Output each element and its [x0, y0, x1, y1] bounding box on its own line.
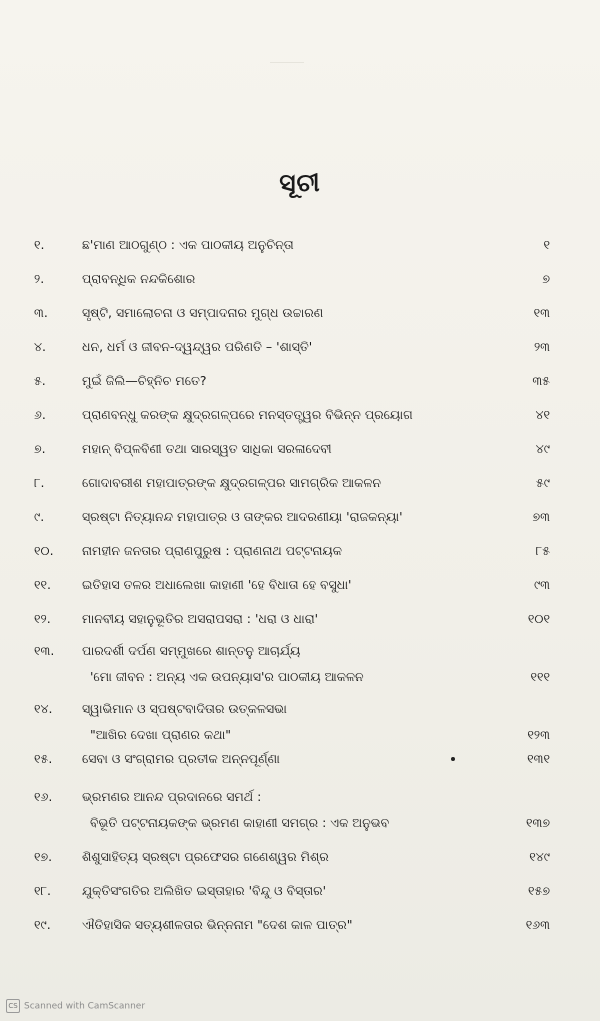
toc-entry: [0, 300, 600, 326]
entry-title: ଗୋଦାବରୀଶ ମହାପାତ୍ରଙ୍କ କ୍ଷୁଦ୍ରଗଳ୍ପର ସାମଗ୍ରିକ ଆକଳନ: [82, 475, 382, 490]
entry-title: ଭ୍ରମଣର ଆନନ୍ଦ ପ୍ରଦାନରେ ସମର୍ଥ :: [82, 789, 262, 804]
entry-number: ୮.: [34, 475, 45, 490]
entry-title: ପାରଦର୍ଶୀ ଦର୍ପଣ ସମ୍ମୁଖରେ ଶାନ୍ତନୁ ଆଚାର୍ଯ୍ୟ: [82, 643, 301, 658]
entry-number: ୧୬.: [34, 789, 53, 804]
entry-number: ୧୭.: [34, 849, 53, 864]
entry-title: ସ୍ୱାଭିମାନ ଓ ସ୍ପଷ୍ଟବାଦିତାର ଉତ୍କଳସଭା: [82, 701, 287, 716]
toc-entry: [0, 878, 600, 904]
entry-title: ପ୍ରାଣବନ୍ଧୁ କରଙ୍କ କ୍ଷୁଦ୍ରଗଳ୍ପରେ ମନସ୍ତତ୍ତ୍ୱର ବିଭିନ୍ନ ପ୍ରୟୋଗ: [82, 407, 413, 422]
toc-entry: [0, 572, 600, 598]
toc-entry: [0, 606, 600, 632]
toc-entry: [0, 470, 600, 496]
entry-number: ୬.: [34, 407, 46, 422]
entry-number: ୨.: [34, 271, 45, 286]
entry-page: ୪୯: [535, 441, 550, 456]
entry-title: ଇତିହାସ ତଳର ଅଧାଲେଖା କାହାଣୀ 'ହେ ବିଧାତା ହେ ବସୁଧା': [82, 577, 352, 592]
toc-entry-continuation: [0, 810, 600, 836]
camscanner-icon: CS: [6, 999, 20, 1013]
entry-title: ଧନ, ଧର୍ମ ଓ ଜୀବନ-ଦ୍ୱନ୍ଦ୍ୱର ପରିଣତି – 'ଶାସ୍ତି': [82, 339, 313, 354]
entry-title: ନାମହୀନ ଜନତାର ପ୍ରାଣପୁରୁଷ : ପ୍ରାଣନାଥ ପଟ୍ଟନାୟକ: [82, 543, 342, 558]
entry-page: ୭: [542, 271, 550, 286]
toc-entry: [0, 334, 600, 360]
entry-number: ୧୪.: [34, 701, 53, 716]
entry-page: ୪୧: [535, 407, 550, 422]
entry-page: ୨୩: [533, 339, 550, 354]
entry-page: ୭୩: [532, 509, 550, 524]
toc-entry: [0, 504, 600, 530]
toc-entry: [0, 746, 600, 772]
entry-page: ୧୩୧: [527, 751, 550, 766]
entry-number: ୧୯.: [34, 917, 51, 932]
entry-page: ୧୬୩: [525, 917, 550, 932]
toc-entry: [0, 784, 600, 810]
entry-page: ୧୩: [533, 305, 550, 320]
ink-speck: [451, 757, 455, 761]
entry-page: ୧୩୭: [526, 815, 550, 830]
entry-number: ୭.: [34, 441, 46, 456]
entry-page: ୧: [543, 237, 550, 252]
entry-page: ୧୧୧: [530, 669, 550, 684]
toc-entry: [0, 538, 600, 564]
entry-number: ୪.: [34, 339, 46, 354]
entry-title: ସେବା ଓ ସଂଗ୍ରାମର ପ୍ରତୀକ ଅନ୍ନପୂର୍ଣ୍ଣା: [82, 751, 280, 766]
entry-title: ଛ'ମାଣ ଆଠଗୁଣ୍ଠ : ଏକ ପାଠକୀୟ ଅନୁଚିନ୍ତା: [82, 237, 294, 252]
entry-page: ୩୫: [532, 373, 550, 388]
entry-number: ୧୮.: [34, 883, 52, 898]
toc-entry: [0, 436, 600, 462]
entry-number: ୫.: [34, 373, 46, 388]
page-title: ସୂଚୀ: [279, 168, 321, 197]
entry-number: ୧.: [34, 237, 45, 252]
toc-entry: [0, 266, 600, 292]
toc-entry: [0, 912, 600, 938]
entry-page: ୯୩: [533, 577, 550, 592]
entry-title: ଶିଶୁସାହିତ୍ୟ ସ୍ରଷ୍ଟା ପ୍ରଫେସର ଗଣେଶ୍ୱର ମିଶ୍ର: [82, 849, 329, 864]
entry-title: ସୃଷ୍ଟି, ସମାଲୋଚନା ଓ ସମ୍ପାଦନାର ମୁଗ୍ଧ ଉଚ୍ଚାରଣ: [82, 305, 324, 320]
bleed-through-mark: [270, 62, 304, 71]
entry-number: ୯.: [34, 509, 45, 524]
toc-entry: [0, 844, 600, 870]
entry-page: ୧୪୯: [529, 849, 550, 864]
toc-entry: [0, 232, 600, 258]
entry-title: ମାନବୀୟ ସହାନୁଭୂତିର ଅସରାପସରା : 'ଧରା ଓ ଧାରା': [82, 611, 319, 626]
toc-entry: [0, 402, 600, 428]
toc-entry: [0, 638, 600, 664]
entry-title: "ଆଖିର ଦେଖା ପ୍ରାଣର କଥା": [90, 727, 232, 742]
entry-title: ମୁଇଁ ଜିଲି—ଚିହ୍ନିଚ ମତେ?: [82, 373, 207, 388]
entry-title: ଐତିହାସିକ ସତ୍ୟଶୀଳତାର ଭିନ୍ନନାମ "ଦେଶ କାଳ ପାତ୍ର": [82, 917, 353, 932]
entry-title: 'ମୋ ଜୀବନ : ଅନ୍ୟ ଏକ ଉପନ୍ୟାସ'ର ପାଠକୀୟ ଆକଳନ: [90, 669, 364, 684]
entry-number: ୩.: [34, 305, 48, 320]
toc-entry: [0, 368, 600, 394]
entry-title: ଯୁକ୍ତିସଂଗତିର ଅଲିଖିତ ଇସ୍ତାହାର 'ବିନ୍ଦୁ ଓ ବିସ୍ତାର': [82, 883, 327, 898]
toc-entry: [0, 696, 600, 722]
entry-title: ପ୍ରାବନ୍ଧିକ ନନ୍ଦକିଶୋର: [82, 271, 196, 286]
toc-entry-continuation: [0, 722, 600, 748]
entry-page: ୧୫୭: [528, 883, 550, 898]
entry-page: ୧୦୧: [527, 611, 550, 626]
watermark-label: Scanned with CamScanner: [24, 1001, 146, 1012]
entry-number: ୧୦.: [34, 543, 54, 558]
toc-entry-continuation: [0, 664, 600, 690]
entry-page: ୮୫: [535, 543, 550, 558]
entry-page: ୧୨୩: [527, 727, 550, 742]
entry-title: ବିଭୂତି ପଟ୍ଟନାୟକଙ୍କ ଭ୍ରମଣ କାହାଣୀ ସମଗ୍ର : ଏକ ଅନୁଭବ: [90, 815, 390, 830]
entry-page: ୫୯: [535, 475, 550, 490]
scanner-watermark: [6, 999, 145, 1013]
entry-title: ସ୍ରଷ୍ଟା ନିତ୍ୟାନନ୍ଦ ମହାପାତ୍ର ଓ ତାଙ୍କର ଆଦରଣୀୟା 'ରାଜକନ୍ୟା': [82, 509, 403, 524]
entry-title: ମହାନ୍ ବିପ୍ଳବିଣୀ ତଥା ସାରସ୍ୱତ ସାଧିକା ସରଳାଦେବୀ: [82, 441, 332, 456]
entry-number: ୧୨.: [34, 611, 51, 626]
entry-number: ୧୫.: [34, 751, 53, 766]
entry-number: ୧୧.: [34, 577, 51, 592]
entry-number: ୧୩.: [34, 643, 55, 658]
